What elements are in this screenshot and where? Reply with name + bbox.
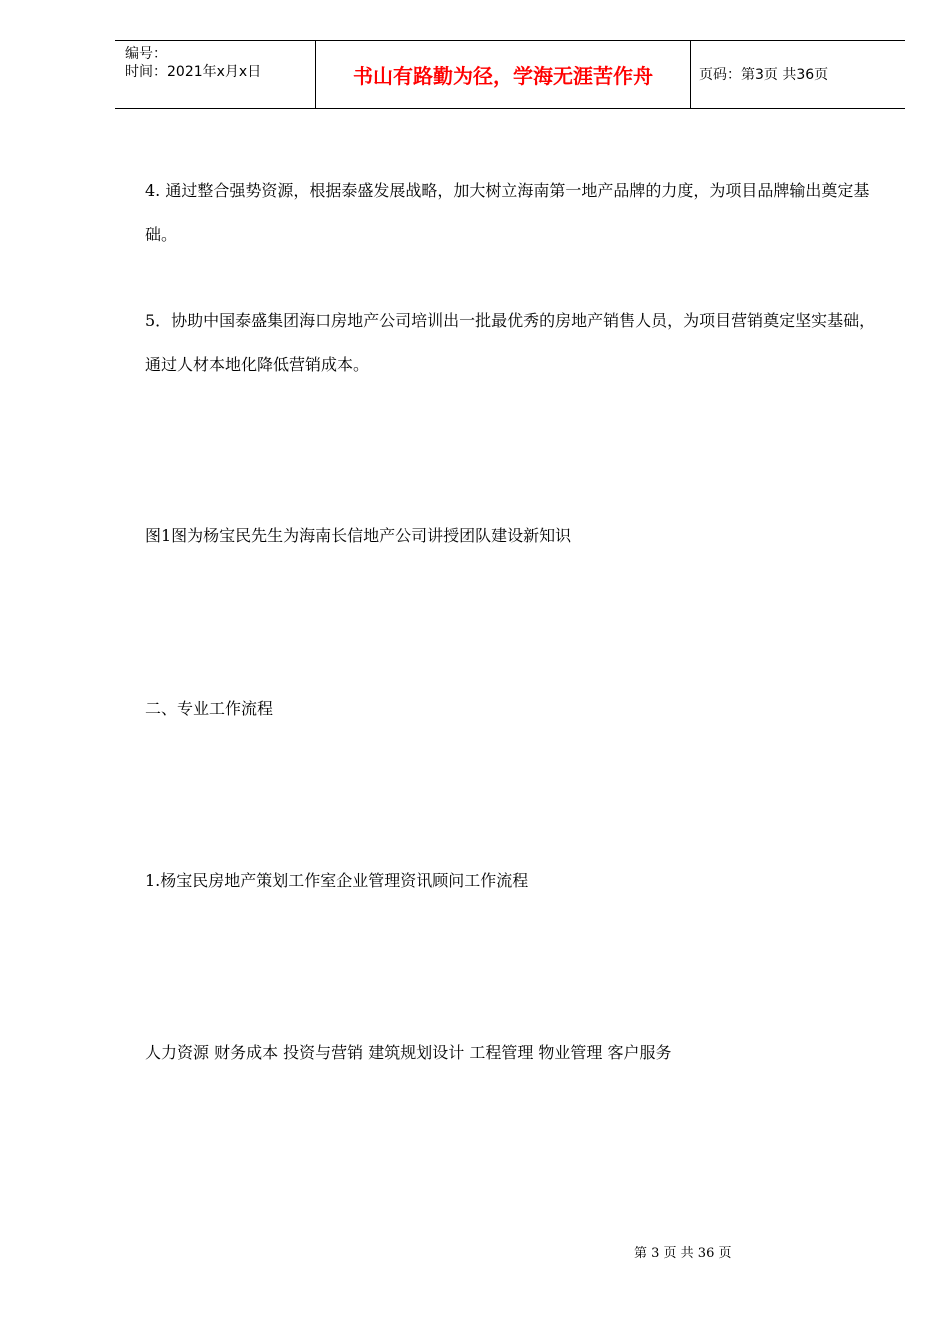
- section-heading: 二、专业工作流程: [145, 699, 274, 718]
- document-number-label: 编号：: [125, 46, 167, 62]
- header-meta-cell: [115, 41, 315, 108]
- workflow-categories: 人力资源 财务成本 投资与营销 建筑规划设计 工程管理 物业管理 客户服务: [145, 1043, 672, 1062]
- paragraph-item-5: 5．协助中国泰盛集团海口房地产公司培训出一批最优秀的房地产销售人员，为项目营销奠定坚实基础，通过人材本地化降低营销成本。: [145, 311, 876, 374]
- figure-caption: 图1图为杨宝民先生为海南长信地产公司讲授团队建设新知识: [145, 526, 572, 545]
- paragraph-item-4: 4. 通过整合强势资源，根据泰盛发展战略，加大树立海南第一地产品牌的力度，为项目品牌输出奠定基础。: [145, 181, 870, 244]
- header-motto: 书山有路勤为径，学海无涯苦作舟: [353, 64, 653, 88]
- document-header: [115, 40, 905, 109]
- header-page-code: 页码：第3页 共36页: [699, 67, 829, 83]
- header-page-cell: [691, 41, 905, 108]
- page-footer: 第 3 页 共 36 页: [634, 1246, 732, 1261]
- subsection-heading: 1.杨宝民房地产策划工作室企业管理资讯顾问工作流程: [145, 871, 529, 890]
- document-time-label: 时间：2021年x月x日: [125, 64, 262, 80]
- header-motto-cell: [315, 41, 691, 108]
